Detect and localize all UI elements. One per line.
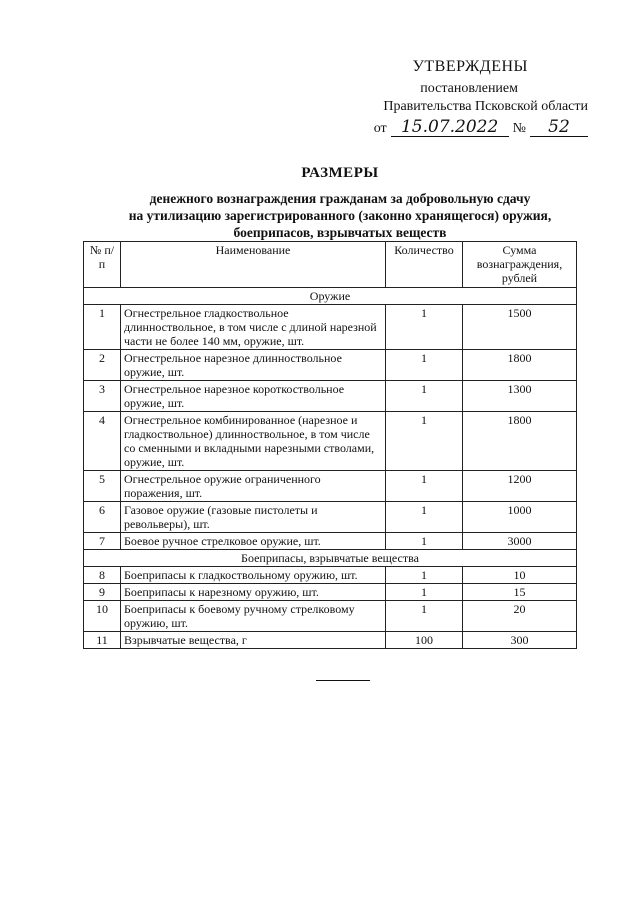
header-sum: Сумма вознаграждения, рублей bbox=[463, 242, 577, 288]
row-sum: 1800 bbox=[463, 350, 577, 381]
approval-date-line bbox=[308, 118, 588, 137]
header-name: Наименование bbox=[121, 242, 386, 288]
handwritten-date: 15.07.2022 bbox=[391, 118, 509, 137]
row-num: 7 bbox=[84, 533, 121, 550]
row-num: 3 bbox=[84, 381, 121, 412]
table-row bbox=[84, 533, 577, 550]
date-prefix: от bbox=[373, 121, 387, 136]
section-row bbox=[84, 288, 577, 305]
row-name: Боевое ручное стрелковое оружие, шт. bbox=[121, 533, 386, 550]
row-sum: 1000 bbox=[463, 502, 577, 533]
row-sum: 1500 bbox=[463, 305, 577, 350]
table-row bbox=[84, 350, 577, 381]
table-row bbox=[84, 381, 577, 412]
row-qty: 1 bbox=[386, 533, 463, 550]
row-num: 8 bbox=[84, 567, 121, 584]
row-qty: 1 bbox=[386, 305, 463, 350]
row-num: 6 bbox=[84, 502, 121, 533]
table-header-row bbox=[84, 242, 577, 288]
handwritten-number: 52 bbox=[530, 118, 588, 137]
table-row bbox=[84, 567, 577, 584]
row-qty: 1 bbox=[386, 350, 463, 381]
row-sum: 1800 bbox=[463, 412, 577, 471]
row-qty: 100 bbox=[386, 632, 463, 649]
row-sum: 15 bbox=[463, 584, 577, 601]
row-num: 9 bbox=[84, 584, 121, 601]
table-row bbox=[84, 584, 577, 601]
row-name: Боеприпасы к боевому ручному стрелковому оружию, шт. bbox=[121, 601, 386, 632]
row-name: Боеприпасы к гладкоствольному оружию, шт. bbox=[121, 567, 386, 584]
row-num: 4 bbox=[84, 412, 121, 471]
row-name: Огнестрельное гладкоствольное длинноствольное, в том числе с длиной нарезной части не более 140 мм, оружие, шт. bbox=[121, 305, 386, 350]
approval-line-decree: постановлением bbox=[420, 81, 518, 96]
approval-title: УТВЕРЖДЕНЫ bbox=[412, 58, 528, 75]
table-row bbox=[84, 632, 577, 649]
table-row bbox=[84, 601, 577, 632]
number-prefix: № bbox=[512, 121, 526, 136]
row-qty: 1 bbox=[386, 502, 463, 533]
approval-line-government: Правительства Псковской области bbox=[383, 99, 588, 114]
end-divider bbox=[316, 680, 370, 681]
table-row bbox=[84, 305, 577, 350]
row-name: Огнестрельное нарезное длинноствольное оружие, шт. bbox=[121, 350, 386, 381]
row-sum: 300 bbox=[463, 632, 577, 649]
header-num: № п/п bbox=[84, 242, 121, 288]
subtitle-line: боеприпасов, взрывчатых веществ bbox=[233, 225, 447, 240]
approval-block bbox=[308, 58, 588, 137]
row-qty: 1 bbox=[386, 412, 463, 471]
row-sum: 10 bbox=[463, 567, 577, 584]
row-qty: 1 bbox=[386, 567, 463, 584]
rewards-table bbox=[83, 241, 577, 649]
row-qty: 1 bbox=[386, 471, 463, 502]
row-sum: 20 bbox=[463, 601, 577, 632]
row-num: 5 bbox=[84, 471, 121, 502]
row-num: 11 bbox=[84, 632, 121, 649]
row-num: 1 bbox=[84, 305, 121, 350]
row-num: 2 bbox=[84, 350, 121, 381]
section-title: Боеприпасы, взрывчатые вещества bbox=[84, 550, 577, 567]
row-name: Огнестрельное нарезное короткоствольное оружие, шт. bbox=[121, 381, 386, 412]
section-row bbox=[84, 550, 577, 567]
row-name: Взрывчатые вещества, г bbox=[121, 632, 386, 649]
row-sum: 1300 bbox=[463, 381, 577, 412]
header-qty: Количество bbox=[386, 242, 463, 288]
row-qty: 1 bbox=[386, 381, 463, 412]
document-title: РАЗМЕРЫ bbox=[301, 165, 379, 181]
row-name: Огнестрельное комбинированное (нарезное и гладкоствольное) длинноствольное, в том числе со сменными и вкладными нарезными стволами, оружие, шт. bbox=[121, 412, 386, 471]
row-qty: 1 bbox=[386, 584, 463, 601]
table-row bbox=[84, 502, 577, 533]
subtitle-line: денежного вознаграждения гражданам за добровольную сдачу bbox=[149, 191, 531, 206]
row-sum: 3000 bbox=[463, 533, 577, 550]
table-row bbox=[84, 412, 577, 471]
subtitle-line: на утилизацию зарегистрированного (законно хранящегося) оружия, bbox=[128, 208, 552, 223]
row-num: 10 bbox=[84, 601, 121, 632]
row-sum: 1200 bbox=[463, 471, 577, 502]
table-row bbox=[84, 471, 577, 502]
document-heading bbox=[60, 165, 620, 241]
row-name: Газовое оружие (газовые пистолеты и револьверы), шт. bbox=[121, 502, 386, 533]
section-title: Оружие bbox=[84, 288, 577, 305]
row-qty: 1 bbox=[386, 601, 463, 632]
row-name: Боеприпасы к нарезному оружию, шт. bbox=[121, 584, 386, 601]
row-name: Огнестрельное оружие ограниченного поражения, шт. bbox=[121, 471, 386, 502]
